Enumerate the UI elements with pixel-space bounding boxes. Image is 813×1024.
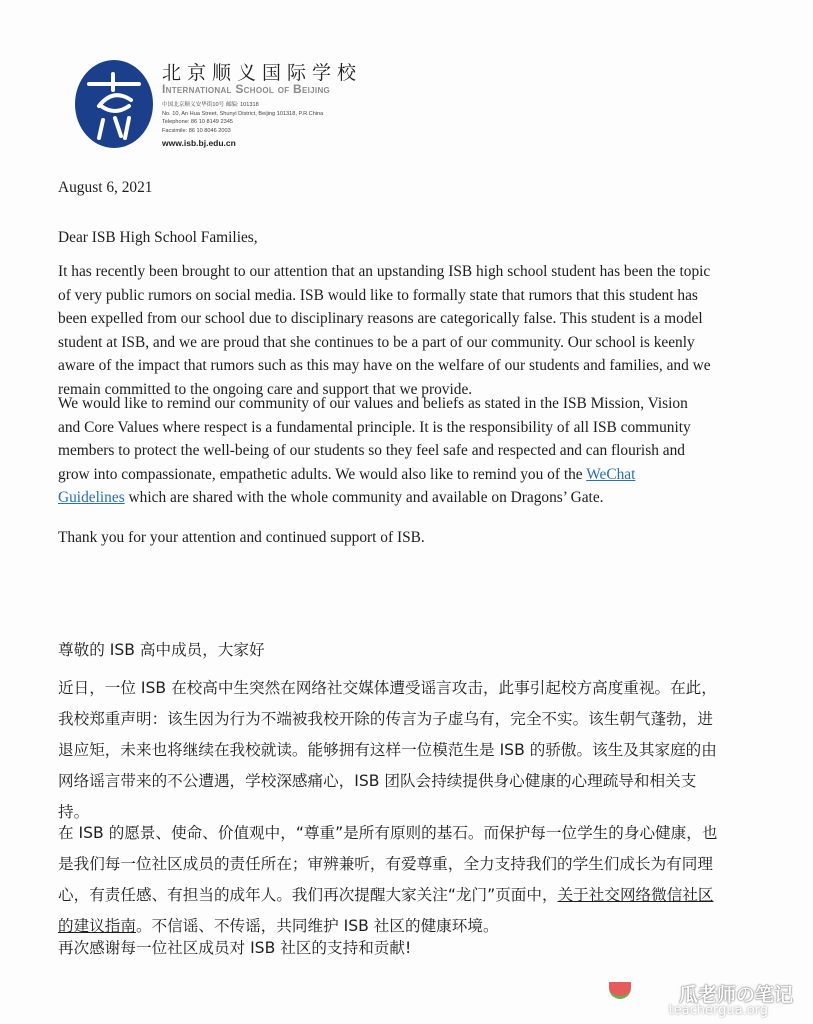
text-line [58,260,711,284]
text-segment: 网络谣言带来的不公遭遇，学校深感痛心，ISB 团队会持续提供身心健康的心理疏导和相关支 [58,772,697,790]
address-line: 中国北京顺义安华街10号 邮编: 101318 [162,102,259,108]
guidelines-link[interactable]: 的建议指南 [58,917,136,935]
school-name-chinese: 北京顺义国际学校 [162,62,363,84]
paragraph [58,526,425,550]
text-segment: 我校郑重声明：该生因为行为不端被我校开除的传言为子虚乌有，完全不实。该生朝气蓬勃，进 [58,710,713,728]
text-segment: It has recently been brought to our attention that an upstanding ISB high school student has been the topic [58,263,711,280]
guidelines-link[interactable]: 关于社交网络微信社区 [557,886,714,904]
text-line [58,439,691,463]
text-line [58,354,711,378]
text-line [58,486,691,510]
text-line [58,673,717,704]
text-segment: members to protect the well-being of our students so they feel safe and respected and can flourish and [58,442,685,459]
text-line [58,331,711,355]
text-line [58,849,717,880]
address-line: No. 10, An Hua Street, Shunyi District, Beijing 101318, P.R.China [162,110,324,117]
paragraph [58,933,411,964]
text-segment: We would like to remind our community of our values and beliefs as stated in the ISB Mission, Vision [58,395,688,412]
isb-logo-mark-icon [75,60,153,148]
text-segment: 退应矩，未来也将继续在我校就读。能够拥有这样一位模范生是 ISB 的骄傲。该生及其家庭的由 [58,741,717,759]
text-line [58,818,717,849]
text-segment: and Core Values where respect is a fundamental principle. It is the responsibility of all ISB community [58,418,691,436]
paragraph [58,673,717,828]
text-line [58,933,411,964]
text-segment: Thank you for your attention and continued support of ISB. [58,529,425,546]
paragraph [58,260,711,401]
guidelines-link[interactable]: Guidelines [58,489,125,506]
text-segment: of very public rumors on social media. ISB would like to formally state that rumors that this student has [58,286,698,304]
text-segment: aware of the impact that rumors such as this may have on the welfare of our students and families, and we [58,357,711,374]
school-website: www.isb.bj.edu.cn [162,138,236,148]
text-line [58,880,717,911]
isb-logo [75,60,153,148]
salutation-chinese: 尊敬的 ISB 高中成员，大家好 [58,641,265,659]
facsimile: Facsimile: 86 10 8046 2003 [162,127,231,134]
letter-date: August 6, 2021 [58,179,153,196]
text-segment: 心，有责任感、有担当的成年人。我们再次提醒大家关注“龙门”页面中， [58,886,558,904]
text-segment: 是我们每一位社区成员的责任所在；审辨兼听，有爱尊重，全力支持我们的学生们成长为有同理 [58,855,713,873]
text-segment: grow into compassionate, empathetic adults. We would also like to remind you of the [58,465,587,483]
text-line [58,416,691,440]
text-segment: 持。 [58,803,90,821]
text-line [58,392,691,416]
text-segment: student at ISB, and we are proud that she continues to be a part of our community. Our school is keenly [58,333,695,351]
paragraph [58,818,717,942]
watermelon-icon [609,982,631,999]
school-name-english: International School of Beijing [162,82,331,96]
text-line [58,735,717,766]
telephone: Telephone: 86 10 8149 2345 [162,119,233,125]
text-line [58,766,717,797]
text-line [58,284,711,308]
text-line [58,307,711,331]
text-segment: remain committed to the ongoing care and support that we provide. [58,380,473,398]
school-address [162,101,323,135]
text-segment: been expelled from our school due to disciplinary reasons are categorically false. This student is a model [58,310,703,327]
text-segment: which are shared with the whole community and available on Dragons’ Gate. [124,489,604,506]
text-segment: 再次感谢每一位社区成员对 ISB 社区的支持和贡献! [58,939,412,957]
text-line [58,704,717,735]
text-segment: 在 ISB 的愿景、使命、价值观中，“尊重”是所有原则的基石。而保护每一位学生的身心健康，也 [58,824,718,842]
watermark-site: teachergua.org [668,1003,768,1018]
salutation: Dear ISB High School Families, [58,229,258,246]
text-segment: 近日，一位 ISB 在校高中生突然在网络社交媒体遭受谣言攻击，此事引起校方高度重视。在此， [58,679,717,697]
paragraph [58,392,691,510]
guidelines-link[interactable]: WeChat [586,465,636,483]
text-line [58,526,425,550]
watermark-title: 瓜老师の笔记 [678,984,793,1006]
text-segment: 。不信谣、不传谣，共同维护 ISB 社区的健康环境。 [135,917,499,935]
text-line [58,463,691,487]
